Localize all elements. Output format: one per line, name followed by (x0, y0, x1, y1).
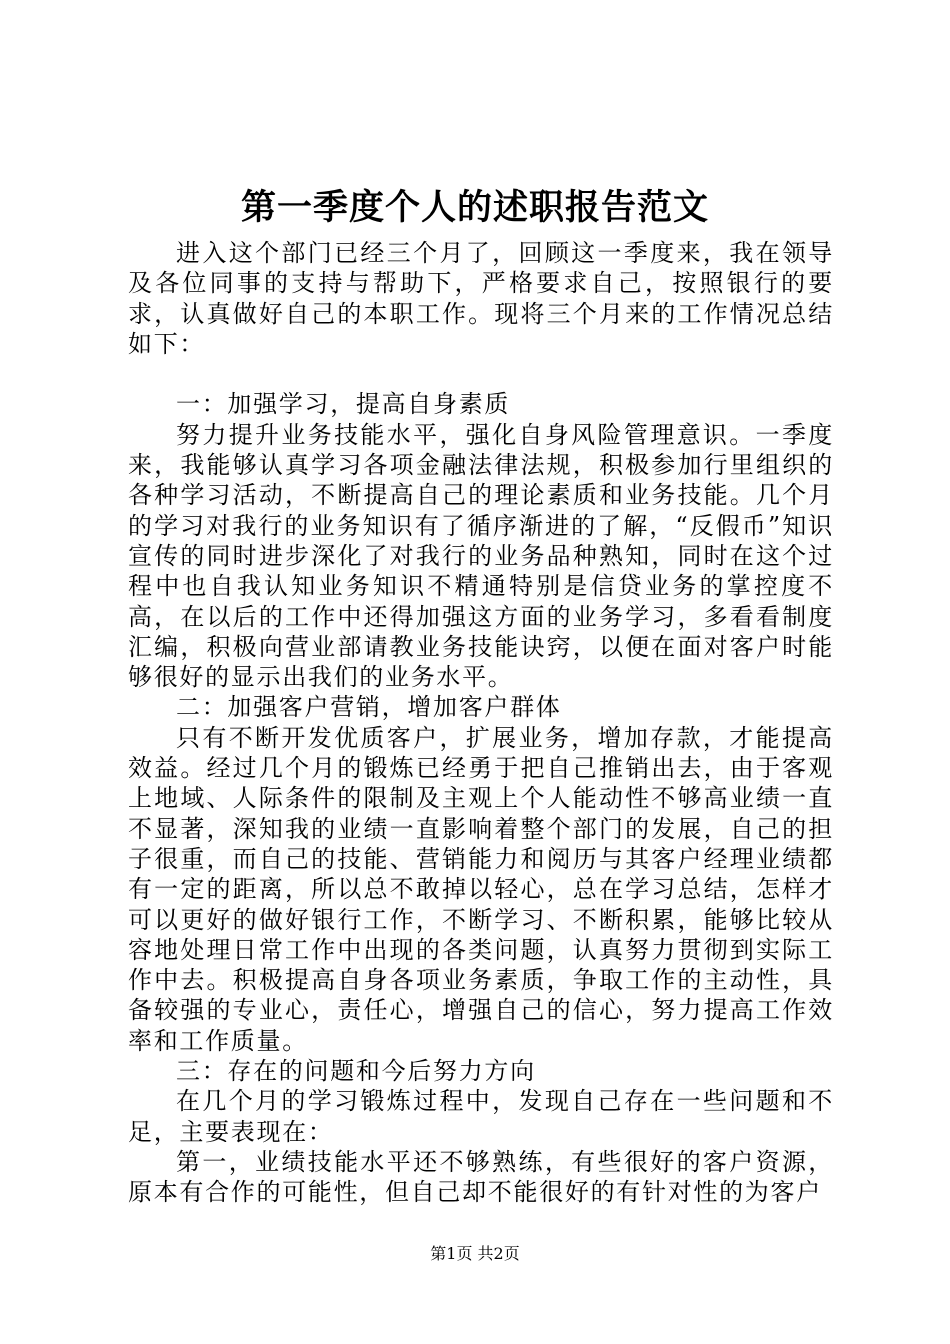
page-footer: 第1页 共2页 (430, 1244, 520, 1263)
document-body (128, 238, 834, 1208)
section-2-paragraph: 只有不断开发优质客户，扩展业务，增加存款，才能提高效益。经过几个月的锻炼已经勇于把自己推销出去，由于客观上地域、人际条件的限制及主观上个人能动性不够高业绩一直不显著，深知我的业绩一直影响着整个部门的发展，自己的担子很重，而自己的技能、营销能力和阅历与其客户经理业绩都有一定的距离，所以总不敢掉以轻心，总在学习总结，怎样才可以更好的做好银行工作，不断学习、不断积累，能够比较从容地处理日常工作中出现的各类问题，认真努力贯彻到实际工作中去。积极提高自身各项业务素质，争取工作的主动性，具备较强的专业心，责任心，增强自己的信心，努力提高工作效率和工作质量。 (128, 723, 834, 1055)
section-3-point-1: 第一，业绩技能水平还不够熟练，有些很好的客户资源，原本有合作的可能性，但自己却不能很好的有针对性的为客户 (128, 1147, 834, 1207)
intro-paragraph: 进入这个部门已经三个月了，回顾这一季度来，我在领导及各位同事的支持与帮助下，严格要求自己，按照银行的要求，认真做好自己的本职工作。现将三个月来的工作情况总结如下： (128, 239, 834, 358)
blank-line (128, 359, 834, 389)
section-heading-1: 一：加强学习，提高自身素质 (176, 390, 511, 419)
section-1-paragraph: 努力提升业务技能水平，强化自身风险管理意识。一季度来，我能够认真学习各项金融法律法规，积极参加行里组织的各种学习活动，不断提高自己的理论素质和业务技能。几个月的学习对我行的业务知识有了循序渐进的了解，“反假币”知识宣传的同时进步深化了对我行的业务品种熟知，同时在这个过程中也自我认知业务知识不精通特别是信贷业务的掌控度不高，在以后的工作中还得加强这方面的业务学习，多看看制度汇编，积极向营业部请教业务技能诀窍，以便在面对客户时能够很好的显示出我们的业务水平。 (128, 420, 834, 692)
document-title: 第一季度个人的述职报告范文 (240, 187, 709, 228)
section-3-paragraph: 在几个月的学习锻炼过程中，发现自己存在一些问题和不足，主要表现在： (128, 1087, 834, 1146)
section-heading-3: 三：存在的问题和今后努力方向 (176, 1057, 536, 1086)
section-heading-2: 二：加强客户营销，增加客户群体 (176, 693, 562, 722)
